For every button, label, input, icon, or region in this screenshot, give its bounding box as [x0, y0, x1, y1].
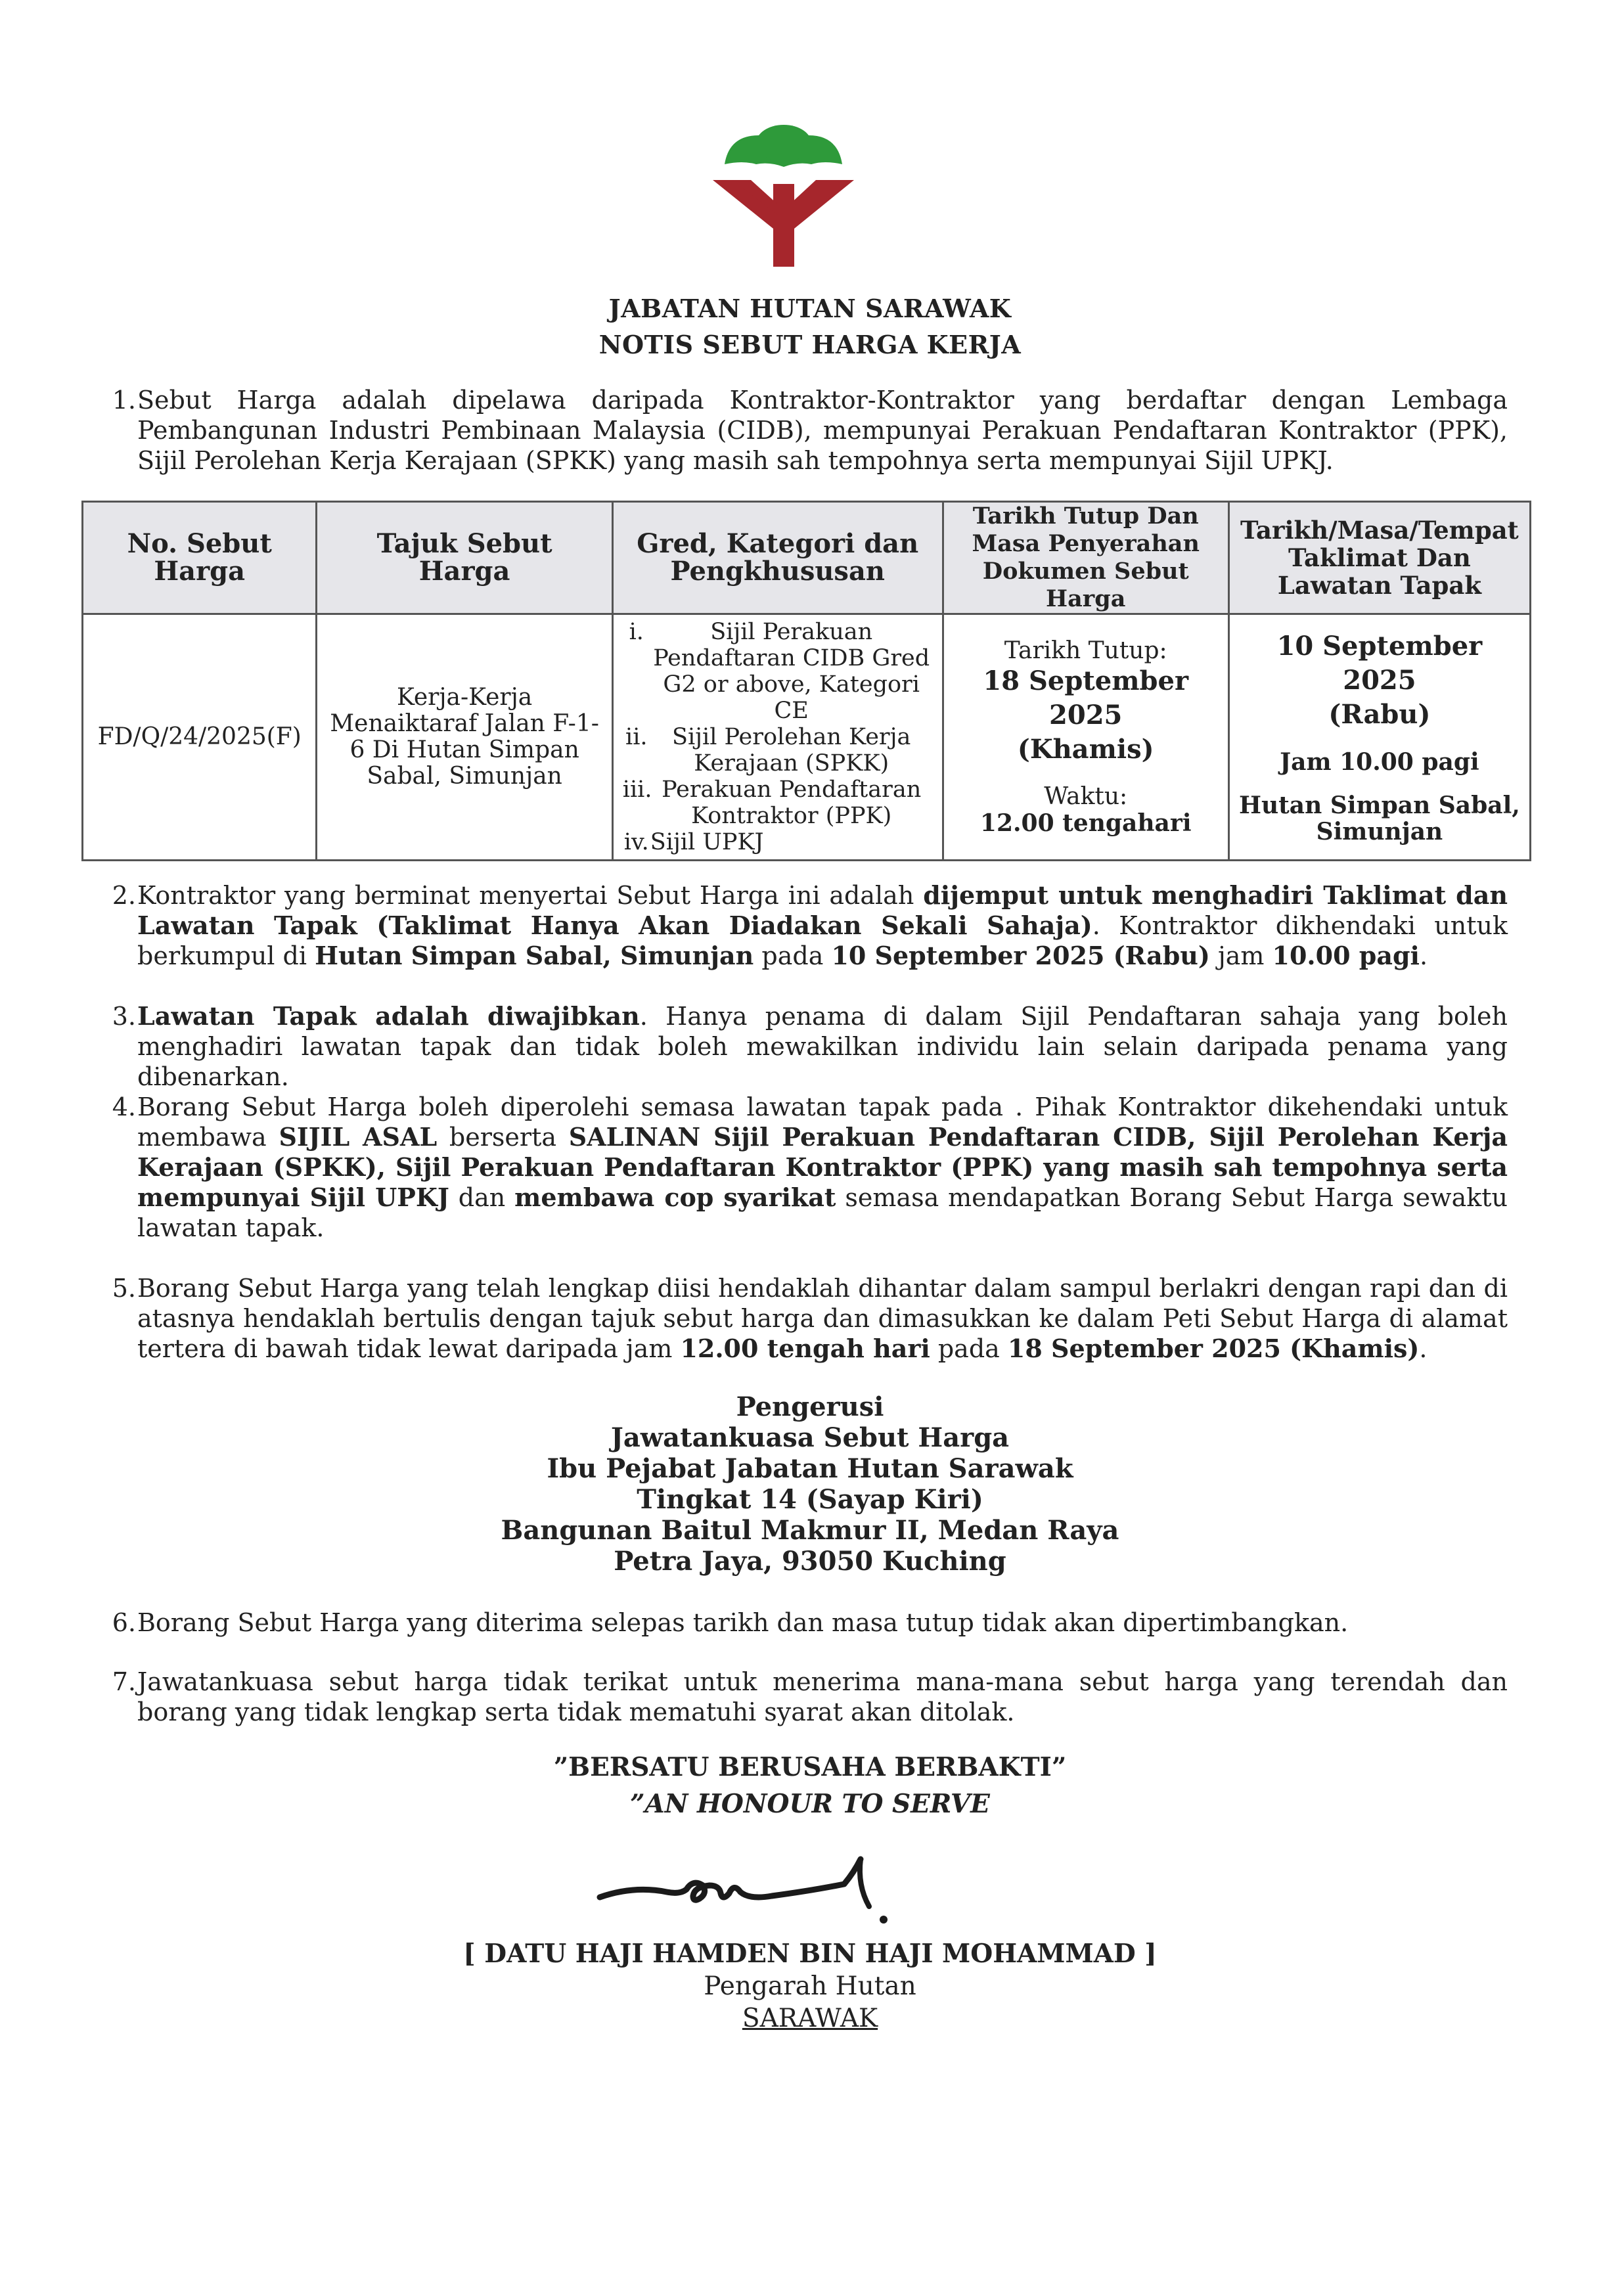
paragraph-number: 5. [112, 1274, 136, 1303]
cell-tarikh-tutup [943, 614, 1228, 861]
address-line: Ibu Pejabat Jabatan Hutan Sarawak [547, 1453, 1073, 1484]
paragraph-number: 6. [112, 1608, 136, 1637]
address-line: Petra Jaya, 93050 Kuching [614, 1546, 1006, 1577]
paragraph-text: Borang Sebut Harga yang diterima selepas tarikh dan masa tutup tidak akan dipertimbangkan. [137, 1608, 1349, 1637]
gred-item: iv. Sijil UPKJ [623, 829, 764, 855]
paragraph-text: Borang Sebut Harga boleh diperolehi semasa lawatan tapak pada . Pihak Kontraktor dikehendaki untuk membawa SIJIL ASAL berserta SALINAN Sijil Perakuan Pendaftaran CIDB, Sijil Perolehan Kerja Kerajaan (SPKK), Sijil Perakuan Pendaftaran Kontraktor (PPK) yang masih sah tempohnya serta mempunyai Sijil UPKJ dan membawa cop syarikat semasa mendapatkan Borang Sebut Harga sewaktu lawatan tapak. [137, 1092, 1508, 1242]
taklimat-date: 10 September 2025 [1276, 631, 1483, 696]
paragraph-2 [108, 880, 1508, 971]
paragraph-text: Sebut Harga adalah dipelawa daripada Kontraktor-Kontraktor yang berdaftar dengan Lembaga Pembangunan Industri Pembinaan Malaysia (CIDB), mempunyai Perakuan Pendaftaran Kontraktor (PPK), Sijil Perolehan Kerja Kerajaan (SPKK) yang masih sah tempohnya serta mempunyai Sijil UPKJ. [137, 386, 1508, 475]
tender-address [0, 1391, 1620, 1577]
cell-taklimat [1228, 614, 1530, 861]
quotation-table [81, 501, 1531, 861]
waktu-value: 12.00 tengahari [979, 809, 1192, 837]
address-line: Jawatankuasa Sebut Harga [610, 1422, 1010, 1453]
paragraph-number: 1. [112, 386, 136, 415]
forestry-department-logo [713, 124, 854, 267]
paragraph-number: 4. [112, 1092, 136, 1121]
paragraph-1 [108, 385, 1508, 476]
gred-item: iii. Perakuan Pendaftaran Kontraktor (PPK) [622, 777, 922, 829]
header-no-sebut-harga: No. Sebut Harga [83, 502, 317, 614]
table-row [83, 614, 1531, 861]
paragraph-7 [108, 1667, 1508, 1727]
cell-tajuk: Kerja-Kerja Menaiktaraf Jalan F-1-6 Di Hutan Simpan Sabal, Simunjan [317, 614, 612, 861]
paragraph-4 [108, 1092, 1508, 1243]
motto [0, 1749, 1620, 1822]
signatory-position: Pengarah Hutan [704, 1971, 916, 2001]
tutup-day: (Khamis) [1017, 734, 1154, 765]
paragraph-3 [108, 1001, 1508, 1092]
address-line: Pengerusi [736, 1391, 884, 1422]
department-name: JABATAN HUTAN SARAWAK [608, 294, 1012, 323]
paragraph-5 [108, 1273, 1508, 1364]
waktu-label: Waktu: [1044, 783, 1128, 810]
address-line: Tingkat 14 (Sayap Kiri) [637, 1484, 983, 1515]
taklimat-time: Jam 10.00 pagi [1280, 748, 1479, 776]
gred-item: ii. Sijil Perolehan Kerja Kerajaan (SPKK) [625, 724, 911, 777]
signoff [0, 1938, 1620, 2035]
header-taklimat: Tarikh/Masa/Tempat Taklimat Dan Lawatan Tapak [1228, 502, 1530, 614]
header-gred: Gred, Kategori dan Pengkhususan [612, 502, 943, 614]
header-tarikh-tutup: Tarikh Tutup Dan Masa Penyerahan Dokumen Sebut Harga [943, 502, 1228, 614]
cell-gred [612, 614, 943, 861]
taklimat-day: (Rabu) [1328, 699, 1431, 730]
signatory-state: SARAWAK [742, 2004, 878, 2033]
cell-no-sebut-harga: FD/Q/24/2025(F) [83, 614, 317, 861]
motto-malay: ”BERSATU BERUSAHA BERBAKTI” [553, 1752, 1067, 1782]
paragraph-text: Jawatankuasa sebut harga tidak terikat untuk menerima mana-mana sebut harga yang terendah dan borang yang tidak lengkap serta tidak mematuhi syarat akan ditolak. [137, 1667, 1508, 1726]
paragraph-text: Kontraktor yang berminat menyertai Sebut Harga ini adalah dijemput untuk menghadiri Taklimat dan Lawatan Tapak (Taklimat Hanya Akan Diadakan Sekali Sahaja). Kontraktor dikhendaki untuk berkumpul di Hutan Simpan Sabal, Simunjan pada 10 September 2025 (Rabu) jam 10.00 pagi. [137, 880, 1508, 970]
tutup-label: Tarikh Tutup: [1004, 637, 1167, 664]
paragraph-number: 2. [112, 881, 136, 910]
signature [595, 1846, 949, 1938]
paragraph-6 [108, 1608, 1508, 1638]
tutup-date: 18 September 2025 [983, 665, 1189, 731]
table-header-row [83, 502, 1531, 614]
address-line: Bangunan Baitul Makmur II, Medan Raya [501, 1515, 1119, 1546]
notice-title: NOTIS SEBUT HARGA KERJA [598, 330, 1022, 359]
paragraph-text: Lawatan Tapak adalah diwajibkan. Hanya penama di dalam Sijil Pendaftaran sahaja yang boleh menghadiri lawatan tapak dan tidak boleh mewakilkan individu lain selain daripada penama yang dibenarkan. [137, 1001, 1508, 1091]
taklimat-place: Hutan Simpan Sabal, Simunjan [1238, 792, 1520, 845]
signatory-name: [ DATU HAJI HAMDEN BIN HAJI MOHAMMAD ] [463, 1939, 1157, 1969]
motto-english: ”AN HONOUR TO SERVE [630, 1789, 990, 1819]
header-tajuk: Tajuk Sebut Harga [317, 502, 612, 614]
paragraph-text: Borang Sebut Harga yang telah lengkap diisi hendaklah dihantar dalam sampul berlakri dengan rapi dan di atasnya hendaklah bertulis dengan tajuk sebut harga dan dimasukkan ke dalam Peti Sebut Harga di alamat tertera di bawah tidak lewat daripada jam 12.00 tengah hari pada 18 September 2025 (Khamis). [137, 1274, 1508, 1363]
gred-item: i. Sijil Perakuan Pendaftaran CIDB Gred G2 or above, Kategori CE [629, 619, 930, 724]
paragraph-number: 7. [112, 1667, 136, 1696]
paragraph-number: 3. [112, 1002, 136, 1031]
